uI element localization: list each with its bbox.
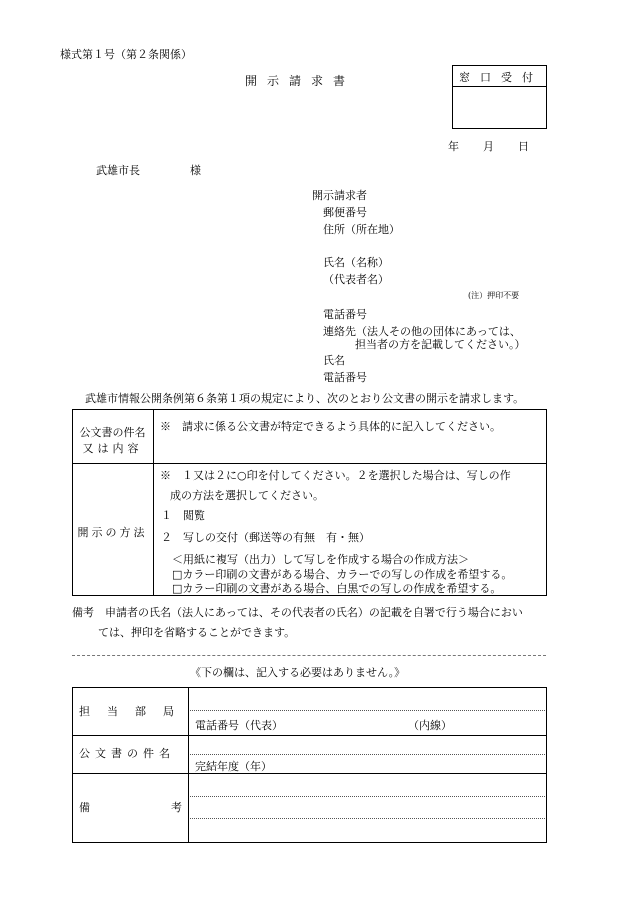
document-note: ※ 請求に係る公文書が特定できるよう具体的に記入してください。 bbox=[160, 420, 501, 433]
office-row-divider-1 bbox=[72, 735, 546, 736]
doc-name-label: 公文書の件名 bbox=[79, 747, 175, 760]
addressee-honorific: 様 bbox=[190, 164, 201, 177]
remarks-line1: 備考 申請者の氏名（法人にあっては、その代表者の氏名）の記載を自署で行う場合におい bbox=[72, 606, 523, 619]
office-phone-label: 電話番号（代表） bbox=[195, 719, 283, 732]
document-label-line1: 公文書の件名 bbox=[79, 426, 146, 439]
remarks-label-left: 備 bbox=[79, 801, 90, 814]
requester-representative: （代表者名） bbox=[323, 273, 389, 286]
option-view[interactable]: １ 閲覧 bbox=[161, 509, 205, 522]
department-label-text: 担当部局 bbox=[79, 705, 191, 718]
document-label bbox=[72, 424, 153, 456]
office-row-divider-2 bbox=[72, 773, 546, 774]
seal-note: (注）押印不要 bbox=[468, 291, 520, 300]
document-label-line2: 又は内容 bbox=[82, 442, 143, 455]
method-note-line2: 成の方法を選択してください。 bbox=[170, 489, 324, 502]
department-label bbox=[79, 703, 191, 719]
copy-option-bw-checkbox[interactable]: □カラー印刷の文書がある場合、白黒での写しの作成を希望する。 bbox=[172, 582, 502, 595]
table-row-divider bbox=[72, 463, 546, 464]
remarks-dotted-line-2 bbox=[190, 818, 545, 819]
reception-label: 窓口受付 bbox=[459, 71, 543, 84]
requester-postal: 郵便番号 bbox=[323, 206, 367, 219]
department-dotted-line bbox=[190, 710, 545, 711]
copy-option-color-checkbox[interactable]: □カラー印刷の文書がある場合、カラーでの写しの作成を希望する。 bbox=[172, 568, 513, 581]
reception-divider bbox=[453, 86, 546, 87]
requester-phone: 電話番号 bbox=[323, 308, 367, 321]
date-day: 日 bbox=[518, 140, 529, 153]
requester-address: 住所（所在地） bbox=[323, 223, 400, 236]
requester-heading: 開示請求者 bbox=[312, 189, 367, 202]
request-statement: 武雄市情報公開条例第６条第１項の規定により、次のとおり公文書の開示を請求します。 bbox=[85, 392, 525, 405]
remarks-label-right: 考 bbox=[171, 801, 182, 814]
doc-name-dotted-line bbox=[190, 754, 545, 755]
table-column-divider bbox=[153, 409, 154, 595]
requester-name: 氏名（名称） bbox=[323, 256, 389, 269]
reception-stamp-box bbox=[452, 65, 547, 129]
contact-line2: 担当者の方を記載してください。） bbox=[355, 338, 526, 351]
completion-year-label: 完結年度（年） bbox=[195, 760, 272, 773]
cut-line bbox=[72, 655, 546, 656]
form-title: 開示請求書 bbox=[245, 74, 356, 88]
option-copy[interactable]: ２ 写しの交付（郵送等の有無 有・無） bbox=[161, 531, 370, 544]
contact-name: 氏名 bbox=[323, 354, 345, 367]
addressee: 武雄市長 bbox=[96, 164, 140, 177]
method-note-line1: ※ １又は２に○印を付してください。２を選択した場合は、写しの作 bbox=[160, 469, 511, 482]
contact-line1: 連絡先（法人その他の団体にあっては、 bbox=[323, 325, 521, 338]
remarks-line2: ては、押印を省略することができます。 bbox=[98, 626, 296, 639]
office-extension-label: （内線） bbox=[408, 719, 452, 732]
office-section-heading: 《下の欄は、記入する必要はありません。》 bbox=[190, 666, 406, 679]
contact-phone: 電話番号 bbox=[323, 371, 367, 384]
form-number: 様式第１号（第２条関係） bbox=[60, 48, 192, 61]
date-year: 年 bbox=[448, 140, 459, 153]
remarks-dotted-line-1 bbox=[190, 796, 545, 797]
date-month: 月 bbox=[483, 140, 494, 153]
method-label: 開示の方法 bbox=[77, 526, 148, 539]
copy-method-heading: ＜用紙に複写（出力）して写しを作成する場合の作成方法＞ bbox=[172, 553, 469, 566]
